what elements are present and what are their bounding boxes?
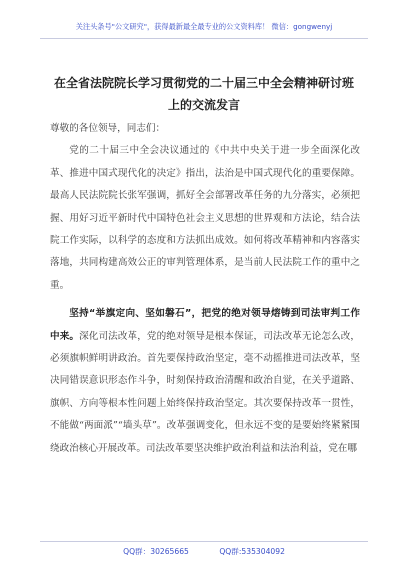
footer [0,546,408,557]
paragraph [50,303,360,460]
document-body [50,118,360,460]
paragraph: 党的二十届三中全会决议通过的《中共中央关于进一步全面深化改革、推进中国式现代化的决定》指出，法治是中国式现代化的重要保障。最高人民法院院长张军强调，抓好全会部署改革任务的九分落实，必须把握、用好习近平新时代中国特色社会主义思想的世界观和方法论，结合法院工作实际，以科学的态度和方法抓出成效。如何将改革精神和内容落实落地，共同构建高效公正的审判管理体系，是当前人民法院工作的重中之重。 [50,145,360,291]
document-title: 在全省法院院长学习贯彻党的二十届三中全会精神研讨班上的交流发言 [53,76,354,112]
paragraph-lead-sentence: 坚持“举旗定向、坚如磐石”，把党的绝对领导熔铸到司法审判工作中来。 [50,308,360,342]
footer-qq-group-1[interactable]: QQ群：30265665 [123,547,189,556]
header-banner[interactable]: 关注头条号"公文研究"，获得最新最全最专业的公文资料库！ 微信：gongwenyj [75,22,333,31]
footer-divider [40,541,368,542]
header-divider [40,38,368,39]
salutation: 尊敬的各位领导，同志们： [50,123,166,134]
footer-qq-group-2[interactable]: QQ群:535304092 [219,547,285,556]
paragraph-body-text: 深化司法改革，党的绝对领导是根本保证，司法改革无论怎么改，必须旗帜鲜明讲政治。首先要保持政治坚定，毫不动摇推进司法改革，坚决同错误意识形态作斗争，时刻保持政治清醒和政治自觉，在关乎道路、旗帜、方向等根本性问题上始终保持政治坚定。其次要保持改革一贯性，不能做“两面派”“墙头草”。改革强调变化，但永远不变的是要始终紧紧围绕政治核心开展改革。司法改革要坚决维护政治利益和法治利益，党在哪 [50,330,361,454]
